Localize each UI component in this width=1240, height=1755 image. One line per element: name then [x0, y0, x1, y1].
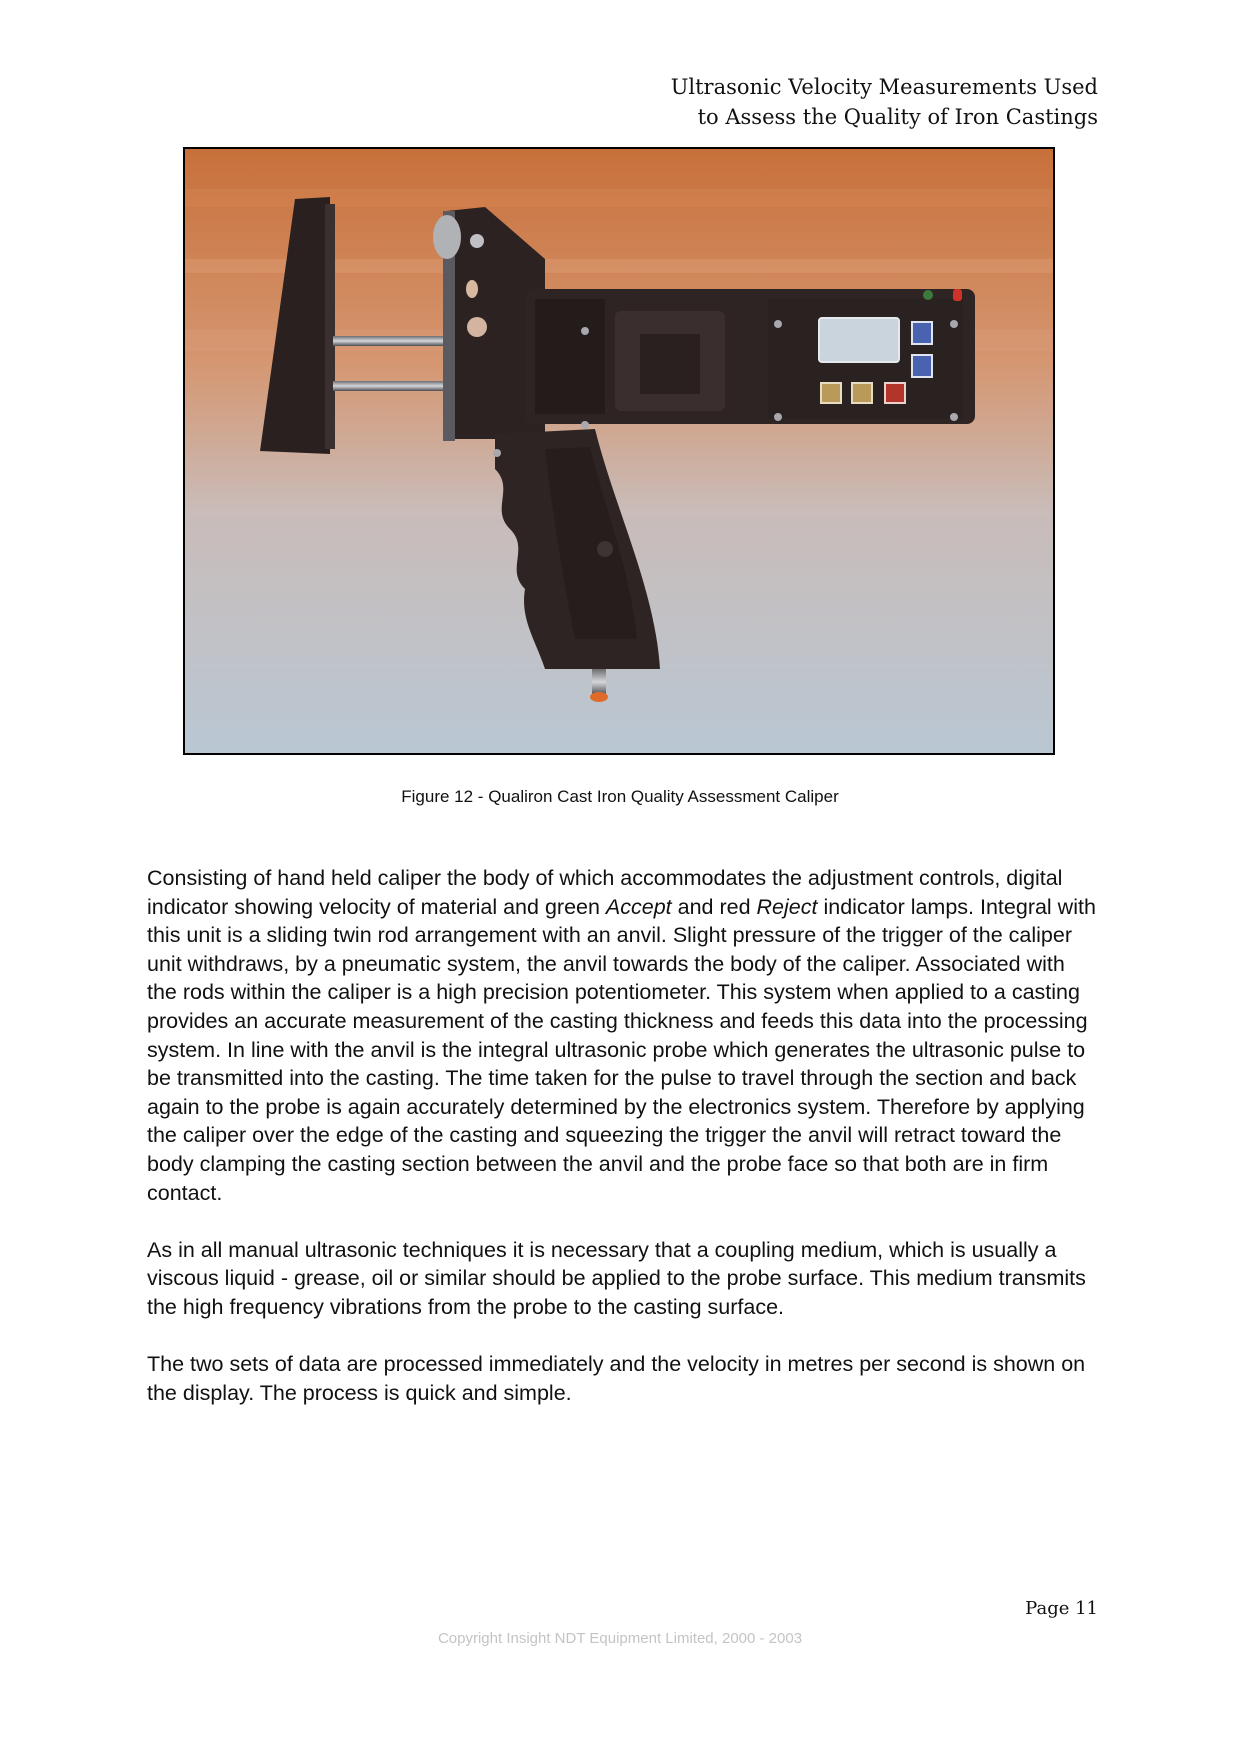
probe-tip	[590, 692, 608, 702]
digital-display	[819, 318, 899, 362]
reject-emphasis: Reject	[756, 894, 818, 919]
paragraph-3: The two sets of data are processed immediately and the velocity in metres per second is shown on the display. The process is quick and simple.	[147, 1352, 1086, 1405]
paragraph-1-text-c: indicator lamps. Integral with this unit is a sliding twin rod arrangement with an anvil. Slight pressure of the trigger of the caliper unit withdraws, by a pneumatic system, the anvil towards the body of the caliper. Associated with the rods within the caliper is a high precision potentiometer. This system when applied to a casting provides an accurate measurement of the casting thickness and feeds this data into the processing system. In line with the anvil is the integral ultrasonic probe which generates the ultrasonic pulse to be transmitted into the casting. The time taken for the pulse to travel through the section and back again to the probe is again accurately determined by the electronics system. Therefore by applying the caliper over the edge of the casting and squeezing the trigger the anvil will retract toward the body clamping the casting section between the anvil and the probe face so that both are in firm contact.	[147, 894, 1096, 1205]
upper-rod	[333, 336, 451, 346]
reject-lamp-red	[953, 289, 962, 301]
lower-rod	[333, 381, 451, 391]
blue-button-lower	[912, 355, 932, 377]
page-number: Page 11	[1025, 1598, 1098, 1619]
header-title-line-1: Ultrasonic Velocity Measurements Used	[670, 75, 1098, 99]
copyright-notice: Copyright Insight NDT Equipment Limited, 2000 - 2003	[437, 1630, 803, 1647]
blue-button-upper	[912, 322, 932, 344]
tan-button-1	[821, 383, 841, 403]
red-button	[885, 383, 905, 403]
caliper-body	[525, 289, 975, 424]
accept-lamp-green	[923, 290, 933, 300]
paragraph-1	[147, 864, 1097, 1207]
body-text	[147, 864, 1097, 1436]
document-header	[671, 72, 1098, 132]
paragraph-1-text-a: Consisting of hand held caliper the body of which accommodates the adjustment controls, digital indicator showing velocity of material and green	[147, 866, 1063, 919]
figure-photo-caliper	[183, 147, 1055, 755]
accept-emphasis: Accept	[605, 894, 672, 919]
caliper-photo-illustration	[185, 149, 1053, 753]
paragraph-1-text-b: and red	[671, 894, 757, 919]
probe-shaft	[592, 669, 606, 695]
paragraph-2: As in all manual ultrasonic techniques it is necessary that a coupling medium, which is usually a viscous liquid - grease, oil or similar should be applied to the probe surface. This medium transmits the high frequency vibrations from the probe to the casting surface.	[147, 1237, 1086, 1319]
header-title-line-2: to Assess the Quality of Iron Castings	[697, 105, 1098, 129]
tan-button-2	[852, 383, 872, 403]
figure-caption: Figure 12 - Qualiron Cast Iron Quality Assessment Caliper	[401, 787, 839, 806]
